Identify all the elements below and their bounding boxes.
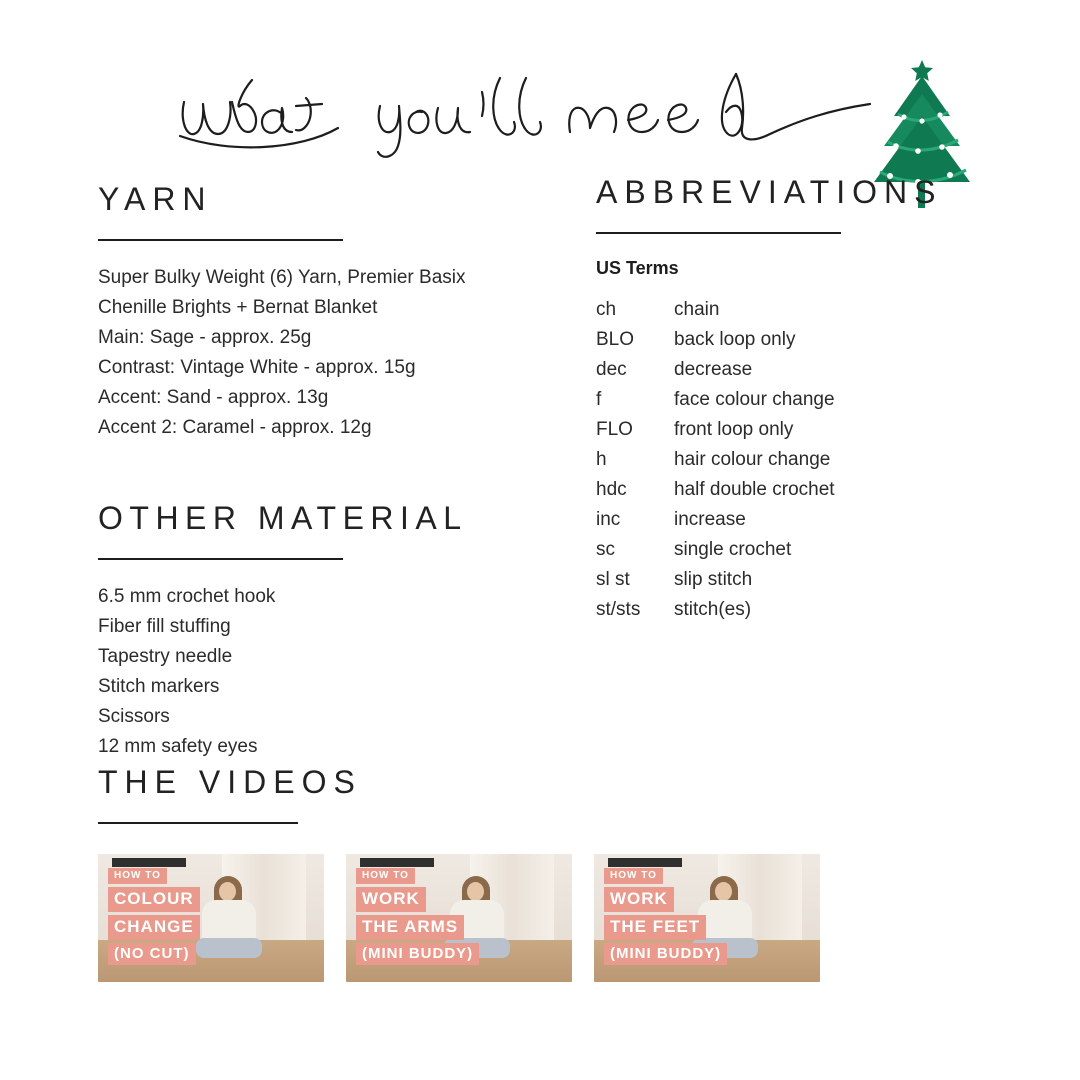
- list-item: 6.5 mm crochet hook: [98, 586, 276, 608]
- thumb-kicker: HOW TO: [604, 868, 663, 884]
- page-header: [0, 40, 1080, 170]
- list-item: Stitch markers: [98, 676, 220, 698]
- abbr-key: hdc: [596, 479, 627, 501]
- thumb-overlay-text: [108, 865, 200, 968]
- video-thumbnail-work-the-feet[interactable]: [594, 854, 820, 982]
- table-row: [596, 355, 1006, 385]
- list-item: Accent: Sand - approx. 13g: [98, 387, 329, 409]
- abbr-key: dec: [596, 359, 627, 381]
- abbr-value: back loop only: [674, 329, 796, 351]
- abbr-value: front loop only: [674, 419, 794, 441]
- table-row: [596, 445, 1006, 475]
- table-row: [596, 565, 1006, 595]
- abbreviations-divider: [596, 232, 841, 234]
- thumb-overlay-text: [604, 865, 727, 968]
- abbr-value: half double crochet: [674, 479, 835, 501]
- table-row: [596, 535, 1006, 565]
- yarn-section: [98, 182, 568, 443]
- abbr-value: increase: [674, 509, 746, 531]
- other-material-divider: [98, 558, 343, 560]
- thumb-line-1: WORK: [604, 887, 674, 912]
- list-item: Contrast: Vintage White - approx. 15g: [98, 357, 416, 379]
- abbreviations-subtitle: US Terms: [596, 258, 679, 279]
- abbreviations-table: [596, 295, 1006, 625]
- right-column: [596, 175, 1006, 625]
- abbreviations-section: [596, 175, 1006, 625]
- video-thumbnail-colour-change[interactable]: [98, 854, 324, 982]
- abbr-key: ch: [596, 299, 617, 321]
- abbr-key: h: [596, 449, 607, 471]
- other-material-title: OTHER MATERIAL: [98, 500, 468, 537]
- yarn-title: YARN: [98, 181, 213, 217]
- thumb-kicker: HOW TO: [356, 868, 415, 884]
- thumb-kicker: HOW TO: [108, 868, 167, 884]
- table-row: [596, 505, 1006, 535]
- table-row: [596, 325, 1006, 355]
- abbr-value: face colour change: [674, 389, 835, 411]
- list-item: Scissors: [98, 706, 170, 728]
- list-item: Accent 2: Caramel - approx. 12g: [98, 417, 372, 439]
- thumb-line-3: (MINI BUDDY): [604, 943, 727, 965]
- thumb-line-2: CHANGE: [108, 915, 200, 940]
- abbr-key: st/sts: [596, 599, 641, 621]
- thumb-overlay-text: [356, 865, 479, 968]
- left-column: [98, 182, 568, 762]
- abbr-value: single crochet: [674, 539, 792, 561]
- thumb-line-2: THE ARMS: [356, 915, 464, 940]
- list-item: Super Bulky Weight (6) Yarn, Premier Basix: [98, 267, 466, 289]
- abbr-value: chain: [674, 299, 720, 321]
- video-thumbnail-row: [98, 854, 978, 982]
- table-row: [596, 595, 1006, 625]
- list-item: Chenille Brights + Bernat Blanket: [98, 297, 378, 319]
- yarn-divider: [98, 239, 343, 241]
- thumb-person-legs: [196, 938, 262, 958]
- thumb-line-2: THE FEET: [604, 915, 706, 940]
- abbr-key: f: [596, 389, 602, 411]
- list-item: Tapestry needle: [98, 646, 233, 668]
- page-title-script: [170, 58, 890, 168]
- abbr-key: inc: [596, 509, 621, 531]
- yarn-list: [98, 263, 568, 443]
- abbr-value: decrease: [674, 359, 753, 381]
- thumb-line-3: (MINI BUDDY): [356, 943, 479, 965]
- videos-divider: [98, 822, 298, 824]
- thumb-line-1: WORK: [356, 887, 426, 912]
- table-row: [596, 475, 1006, 505]
- abbr-key: sl st: [596, 569, 630, 591]
- abbr-key: sc: [596, 539, 615, 561]
- abbr-value: hair colour change: [674, 449, 831, 471]
- list-item: Main: Sage - approx. 25g: [98, 327, 312, 349]
- abbr-key: FLO: [596, 419, 633, 441]
- abbr-value: slip stitch: [674, 569, 753, 591]
- thumb-line-1: COLOUR: [108, 887, 200, 912]
- abbr-value: stitch(es): [674, 599, 752, 621]
- thumb-line-3: (NO CUT): [108, 943, 196, 965]
- other-material-section: [98, 501, 568, 762]
- list-item: Fiber fill stuffing: [98, 616, 231, 638]
- videos-section: [98, 765, 978, 982]
- video-thumbnail-work-the-arms[interactable]: [346, 854, 572, 982]
- table-row: [596, 415, 1006, 445]
- other-material-list: [98, 582, 568, 762]
- table-row: [596, 295, 1006, 325]
- abbreviations-title: ABBREVIATIONS: [596, 174, 943, 210]
- abbr-key: BLO: [596, 329, 635, 351]
- list-item: 12 mm safety eyes: [98, 736, 258, 758]
- videos-title: THE VIDEOS: [98, 764, 362, 800]
- table-row: [596, 385, 1006, 415]
